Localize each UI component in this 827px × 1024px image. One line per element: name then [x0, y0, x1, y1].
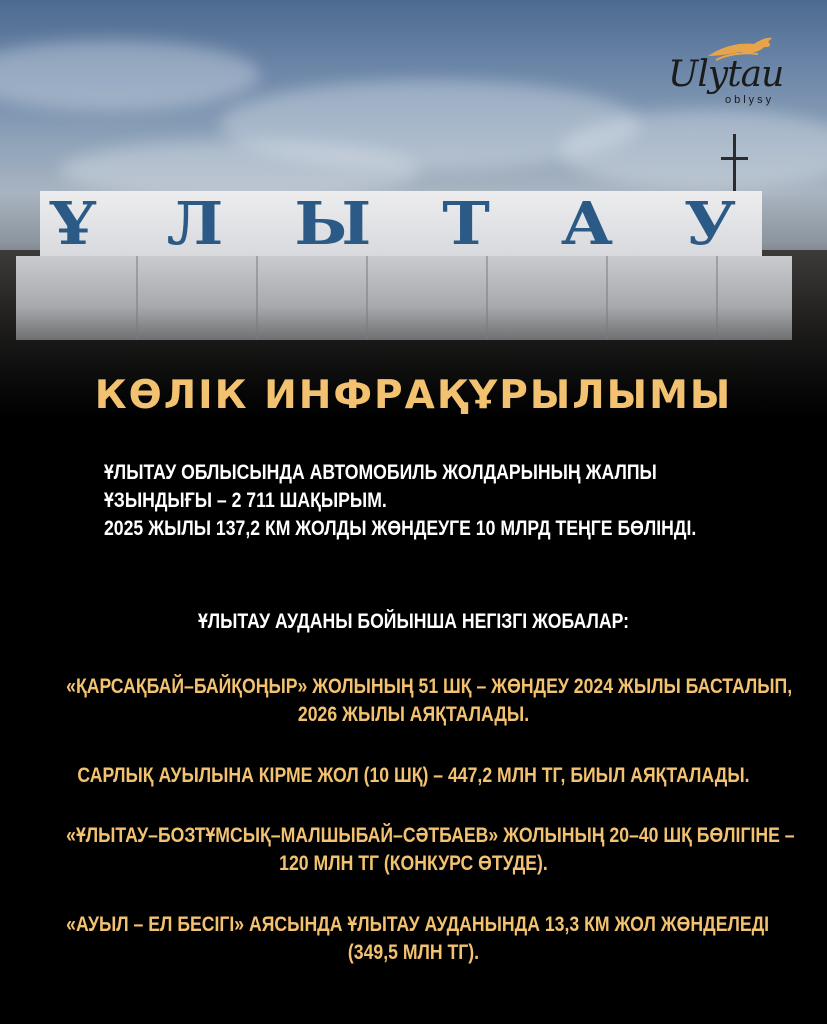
sign-letter: Ы [294, 189, 386, 259]
hero-photo [0, 0, 827, 420]
intro-line: ҰЗЫНДЫҒЫ – 2 711 ШАҚЫРЫМ. [104, 489, 387, 512]
intro-block [104, 459, 794, 543]
projects-heading: ҰЛЫТАУ АУДАНЫ БОЙЫНША НЕГІЗГІ ЖОБАЛАР: [197, 610, 630, 633]
page-title: КӨЛІК ИНФРАҚҰРЫЛЫМЫ [94, 373, 733, 418]
sign-letter: Ұ [50, 189, 110, 259]
sign-letter: Т [442, 189, 504, 259]
logo-wordmark: Ulytau [668, 54, 784, 95]
sign-lettering [50, 189, 750, 259]
project-item: «АУЫЛ – ЕЛ БЕСІГІ» АЯСЫНДА ҰЛЫТАУ АУДАНЫНДА 13,3 КМ ЖОЛ ЖӨНДЕЛЕДІ (349,5 МЛН ТГ). [66, 913, 770, 964]
sign-letter: У [684, 189, 750, 259]
intro-line: ҰЛЫТАУ ОБЛЫСЫНДА АВТОМОБИЛЬ ЖОЛДАРЫНЫҢ ЖАЛПЫ [104, 461, 657, 484]
project-item: «ҰЛЫТАУ–БОЗТҰМСЫҚ–МАЛШЫБАЙ–СӘТБАЕВ» ЖОЛЫНЫҢ 20–40 ШҚ БӨЛІГІНЕ – 120 МЛН ТГ (КОНКУРС ӨТУДЕ). [66, 824, 795, 875]
sign-letter: А [560, 189, 627, 259]
sign-pole [733, 134, 736, 194]
ulytau-logo [668, 34, 790, 114]
sign-letter: Л [166, 189, 238, 259]
logo-subtitle: oblysy [725, 94, 775, 106]
monument-base [16, 256, 792, 340]
project-item: САРЛЫҚ АУЫЛЫНА КІРМЕ ЖОЛ (10 ШҚ) – 447,2 МЛН ТГ, БИЫЛ АЯҚТАЛАДЫ. [77, 764, 750, 787]
project-item: «ҚАРСАҚБАЙ–БАЙҚОҢЫР» ЖОЛЫНЫҢ 51 ШҚ – ЖӨНДЕУ 2024 ЖЫЛЫ БАСТАЛЫП, 2026 ЖЫЛЫ АЯҚТАЛАДЫ. [66, 675, 793, 726]
intro-line: 2025 ЖЫЛЫ 137,2 КМ ЖОЛДЫ ЖӨНДЕУГЕ 10 МЛРД ТЕҢГЕ БӨЛІНДІ. [104, 517, 697, 540]
